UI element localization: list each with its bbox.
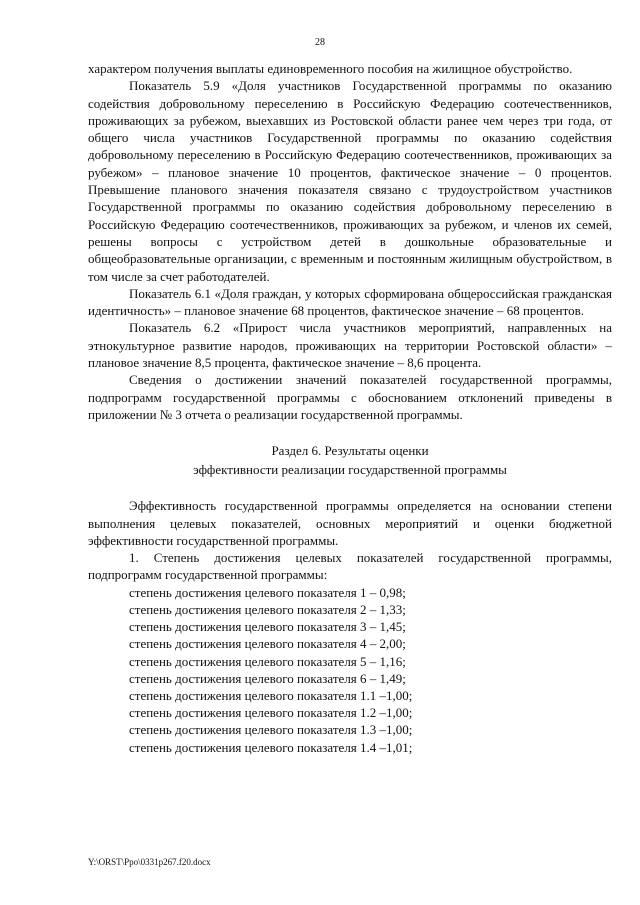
list-item: степень достижения целевого показателя 1.2 –1,00; xyxy=(129,705,413,721)
paragraph-indicator-5-9: Показатель 5.9 «Доля участников Государственной программы по оказанию содействия добровольному переселению в Российскую Федерацию соотечественников, проживающих за рубежом, выехавших из Ростовской области ранее чем через три года, от общего числа участников Государственной программы по оказанию содействия добровольному переселению в Российскую Федерацию соотечественников, проживающих за рубежом» – плановое значение 10 процентов, фактическое значение – 0 процентов. Превышение планового значения показателя связано с трудоустройством участников Государственной программы по оказанию содействия добровольному переселению в Российскую Федерацию соотечественников, проживающих за рубежом, и членов их семей, решены вопросы с устройством детей в дошкольные образовательные и общеобразовательные организации, с временным и постоянным жилищным обустройством, в том числе за счет работодателей. xyxy=(88,78,612,284)
indicator-list xyxy=(88,584,612,756)
list-item: степень достижения целевого показателя 1 – 0,98; xyxy=(129,584,406,600)
document-body xyxy=(88,60,612,756)
list-item: степень достижения целевого показателя 4 – 2,00; xyxy=(129,636,406,652)
list-item: степень достижения целевого показателя 5 – 1,16; xyxy=(129,653,406,669)
paragraph-continuation: характером получения выплаты единовременного пособия на жилищное обустройство. xyxy=(88,61,573,76)
list-item: степень достижения целевого показателя 2 – 1,33; xyxy=(129,601,406,617)
paragraph-indicator-6-2: Показатель 6.2 «Прирост числа участников мероприятий, направленных на этнокультурное развитие народов, проживающих на территории Ростовской области» – плановое значение 8,5 процента, фактическое значение – 8,6 процента. xyxy=(88,320,612,371)
list-item: степень достижения целевого показателя 3 – 1,45; xyxy=(129,619,406,635)
paragraph-indicator-6-1: Показатель 6.1 «Доля граждан, у которых сформирована общероссийская гражданская идентичность» – плановое значение 68 процентов, фактическое значение – 68 процентов. xyxy=(88,285,612,319)
list-item: степень достижения целевого показателя 1.1 –1,00; xyxy=(129,687,413,703)
paragraph-indicator-summary: Сведения о достижении значений показателей государственной программы, подпрограмм государственной программы с обоснованием отклонений приведены в приложении № 3 отчета о реализации государственной программы. xyxy=(88,372,612,422)
page-number: 28 xyxy=(315,37,325,48)
list-item: степень достижения целевого показателя 1.4 –1,01; xyxy=(129,739,413,755)
list-item: степень достижения целевого показателя 6 – 1,49; xyxy=(129,670,406,686)
paragraph-efficiency-intro: Эффективность государственной программы определяется на основании степени выполнения целевых показателей, основных мероприятий и оценки бюджетной эффективности государственной программы. xyxy=(88,498,612,548)
paragraph-degree-of-achievement: 1. Степень достижения целевых показателей государственной программы, подпрограмм государственной программы: xyxy=(88,550,612,583)
footer-file-path: Y:\ORST\Ppo\0331p267.f20.docx xyxy=(88,857,211,867)
section-heading-line-1: Раздел 6. Результаты оценки xyxy=(271,443,429,459)
list-item: степень достижения целевого показателя 1.3 –1,00; xyxy=(129,722,413,738)
section-heading xyxy=(88,441,612,479)
section-heading-line-2: эффективности реализации государственной программы xyxy=(193,462,507,478)
